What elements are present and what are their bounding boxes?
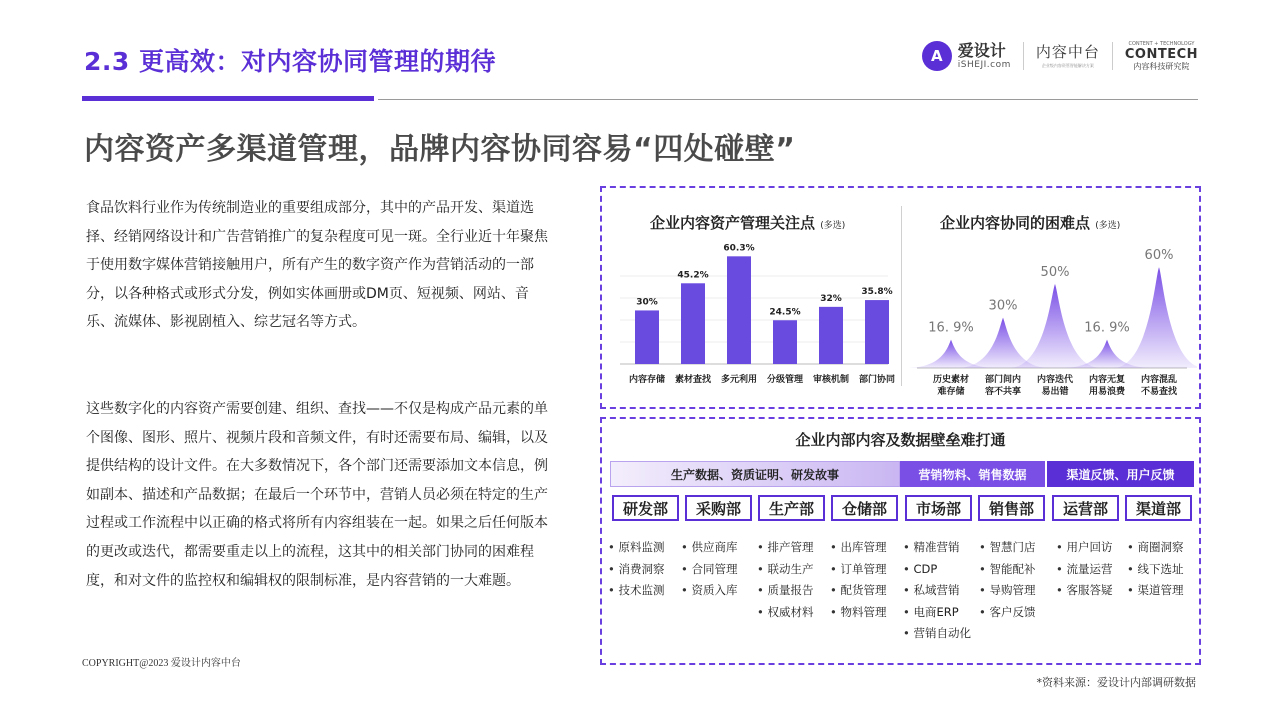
list-item: • 供应商库: [681, 537, 737, 559]
list-item: • 商圈洞察: [1127, 537, 1183, 559]
platform-sub: 企业级内容资管智能解决方案: [1041, 62, 1094, 68]
dept-marketing: 市场部: [905, 495, 972, 521]
silo-panel: [600, 417, 1201, 665]
list-item: • 出库管理: [830, 537, 886, 559]
category-label: 素材查找: [674, 375, 712, 385]
bar: [865, 300, 889, 364]
category-label: 内容存储: [628, 375, 666, 385]
band-channel: 渠道反馈、用户反馈: [1047, 461, 1194, 487]
items-procurement: [681, 537, 737, 602]
list-item: • 订单管理: [830, 559, 886, 581]
peak-value-label: 16. 9%: [928, 320, 974, 336]
body-paragraph-2: 这些数字化的内容资产需要创建、组织、查找——不仅是构成产品元素的单个图像、图形、照片、视频片段和音频文件，有时还需要布局、编辑，以及提供结构的设计文件。在大多数情况下，各个部门还需要添加文本信息，例如副本、描述和产品数据；在最后一个环节中，营销人员必须在特定的生产过程或工作流程中以正确的格式将所有内容组装在一起。如果之后任何版本的更改或迭代，都需要重走以上的流程，这其中的相关部门协同的困难程度，和对文件的监控权和编辑权的限制标准，是内容营销的一大难题。: [86, 401, 548, 589]
list-item: • 精准营销: [903, 537, 971, 559]
bar-value-label: 35.8%: [861, 287, 893, 298]
area-chart: [907, 208, 1197, 408]
list-item: • 质量报告: [757, 580, 813, 602]
platform-name: 内容中台: [1035, 42, 1100, 61]
title-underline-accent: [82, 96, 374, 101]
bar: [681, 283, 705, 364]
list-item: • 消费洞察: [608, 559, 664, 581]
contech-name: CONTECH: [1124, 46, 1198, 62]
items-marketing: [903, 537, 971, 645]
data-source-note: *资料来源：爱设计内部调研数据: [1036, 676, 1196, 689]
category-label: 分级管理: [766, 375, 804, 385]
area-chart-title: 企业内容协同的困难点 (多选): [940, 214, 1121, 232]
logo-divider: [1023, 42, 1024, 70]
chart-divider: [901, 206, 902, 386]
items-rnd: [608, 537, 664, 602]
dept-channel: 渠道部: [1125, 495, 1192, 521]
list-item: • 权威材料: [757, 602, 813, 624]
contech-sub: 内容科技研究院: [1133, 61, 1190, 71]
category-label: 内容混乱: [1140, 375, 1178, 385]
bar-value-label: 60.3%: [723, 243, 755, 254]
title-underline-rule: [378, 99, 1198, 100]
list-item: • CDP: [903, 559, 971, 581]
list-item: • 技术监测: [608, 580, 664, 602]
contech-tagline: CONTENT + TECHNOLOGY: [1128, 40, 1195, 47]
bar: [819, 307, 843, 364]
dept-sales: 销售部: [978, 495, 1045, 521]
logo-divider-2: [1112, 42, 1113, 70]
items-warehouse: [830, 537, 886, 623]
band-marketing: 营销物料、销售数据: [900, 461, 1045, 487]
items-channel: [1127, 537, 1183, 602]
list-item: • 流量运营: [1056, 559, 1112, 581]
dept-operations: 运营部: [1052, 495, 1119, 521]
bar-value-label: 24.5%: [769, 307, 801, 318]
headline: 内容资产多渠道管理，品牌内容协同容易“四处碰壁”: [84, 132, 796, 167]
list-item: • 客户反馈: [979, 602, 1035, 624]
page-title: 2.3 更高效：对内容协同管理的期待: [84, 47, 496, 76]
category-label: 多元利用: [720, 375, 758, 385]
items-production: [757, 537, 813, 623]
isheji-logo-text: [957, 40, 1011, 70]
list-item: • 线下选址: [1127, 559, 1183, 581]
list-item: • 私域营销: [903, 580, 971, 602]
list-item: • 智慧门店: [979, 537, 1035, 559]
list-item: • 客服答疑: [1056, 580, 1112, 602]
category-label: 部门协同: [858, 375, 896, 385]
list-item: • 渠道管理: [1127, 580, 1183, 602]
category-label: 容不共享: [984, 387, 1022, 397]
list-item: • 营销自动化: [903, 623, 971, 645]
category-label: 历史素材: [932, 375, 970, 385]
logo-name: 爱设计: [957, 40, 1006, 60]
list-item: • 导购管理: [979, 580, 1035, 602]
list-item: • 物料管理: [830, 602, 886, 624]
list-item: • 用户回访: [1056, 537, 1112, 559]
charts-panel: [600, 186, 1201, 409]
list-item: • 资质入库: [681, 580, 737, 602]
bar-value-label: 32%: [820, 293, 842, 304]
bar-chart-title: 企业内容资产管理关注点 (多选): [650, 214, 846, 232]
peak-value-label: 60%: [1144, 248, 1174, 264]
category-label: 易出错: [1041, 387, 1069, 397]
contech-logo: [1125, 42, 1198, 71]
bar-value-label: 45.2%: [677, 270, 709, 281]
dept-rnd: 研发部: [612, 495, 679, 521]
category-label: 内容无复: [1088, 375, 1126, 385]
category-label: 部门间内: [984, 375, 1022, 385]
list-item: • 联动生产: [757, 559, 813, 581]
list-item: • 电商ERP: [903, 602, 971, 624]
bar-value-label: 30%: [636, 297, 658, 308]
dept-production: 生产部: [758, 495, 825, 521]
list-item: • 合同管理: [681, 559, 737, 581]
bar: [635, 310, 659, 364]
copyright: COPYRIGHT@2023 爱设计内容中台: [82, 658, 241, 669]
bar: [727, 256, 751, 364]
platform-logo: [1035, 42, 1100, 68]
list-item: • 原料监测: [608, 537, 664, 559]
category-label: 难存储: [937, 387, 965, 397]
dept-warehouse: 仓储部: [831, 495, 898, 521]
items-operations: [1056, 537, 1112, 602]
silo-title: 企业内部内容及数据壁垒难打通: [795, 431, 1006, 449]
list-item: • 配货管理: [830, 580, 886, 602]
isheji-logo-icon: A: [922, 41, 952, 71]
logo-domain: iSHEJI.com: [957, 59, 1011, 70]
peak-value-label: 16. 9%: [1084, 320, 1130, 336]
body-paragraph-1: 食品饮料行业作为传统制造业的重要组成部分，其中的产品开发、渠道选择、经销网络设计和广告营销推广的复杂程度可见一斑。全行业近十年聚焦于使用数字媒体营销接触用户，所有产生的数字资产作为营销活动的一部分，以各种格式或形式分发，例如实体画册或DM页、短视频、网站、音乐、流媒体、影视剧植入、综艺冠名等方式。: [86, 200, 548, 331]
list-item: • 智能配补: [979, 559, 1035, 581]
peak-value-label: 30%: [988, 298, 1018, 314]
bar-chart: [606, 208, 901, 408]
peak-area: [1113, 267, 1197, 368]
band-production: 生产数据、资质证明、研发故事: [610, 461, 900, 487]
category-label: 用易浪费: [1088, 387, 1126, 397]
list-item: • 排产管理: [757, 537, 813, 559]
category-label: 审核机制: [812, 375, 850, 385]
category-label: 内容迭代: [1036, 375, 1074, 385]
peak-value-label: 50%: [1040, 265, 1070, 280]
dept-procurement: 采购部: [685, 495, 752, 521]
brand-logos: [922, 36, 1198, 76]
bar: [773, 320, 797, 364]
category-label: 不易查找: [1140, 387, 1178, 397]
items-sales: [979, 537, 1035, 623]
